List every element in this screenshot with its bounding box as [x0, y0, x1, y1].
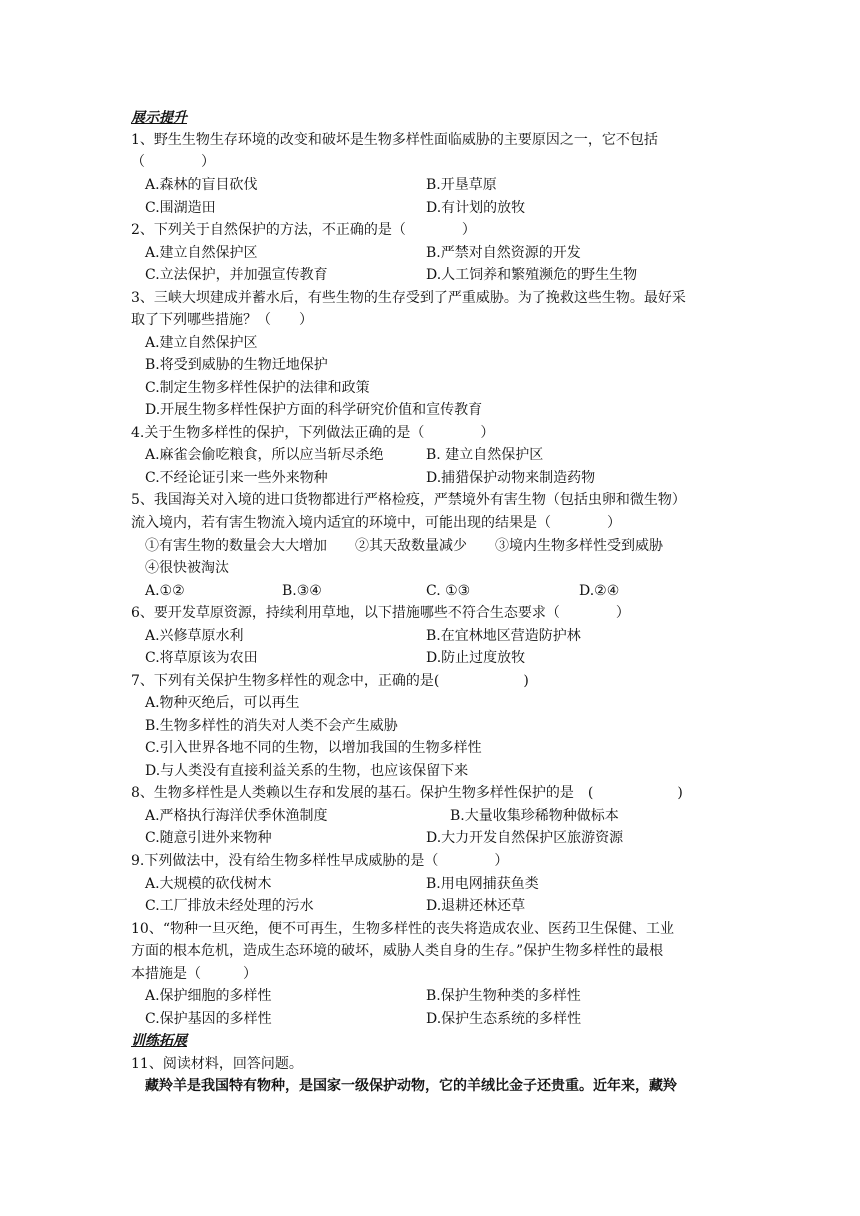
- question-10-option-d: D.保护生态系统的多样性: [426, 1011, 582, 1027]
- question-9-stem: 9.下列做法中，没有给生物多样性早成威胁的是（ ）: [131, 853, 509, 869]
- question-7-option-b: B.生物多样性的消失对人类不会产生威胁: [145, 718, 398, 734]
- question-9-option-a: A.大规模的砍伐树木: [145, 876, 272, 892]
- question-1-option-c: C.围湖造田: [145, 200, 216, 216]
- question-5-option-d: D.②④: [579, 583, 620, 599]
- question-5-option-b: B.③④: [282, 583, 322, 599]
- question-9-option-b: B.用电网捕获鱼类: [426, 876, 539, 892]
- question-2-stem: 2、下列关于自然保护的方法，不正确的是（ ）: [131, 222, 476, 238]
- question-8-option-b: B.大量收集珍稀物种做标本: [450, 808, 619, 824]
- question-9-option-d: D.退耕还林还草: [426, 898, 526, 914]
- section-heading-2: 训练拓展: [131, 1033, 187, 1049]
- question-1-stem: 1、野生生物生存环境的改变和破坏是生物多样性面临威胁的主要原因之一，它不包括: [131, 132, 658, 148]
- question-10-stem-cont: 方面的根本危机，造成生态环境的破坏，威胁人类自身的生存。”保护生物多样性的最根: [131, 943, 664, 959]
- question-8-option-d: D.大力开发自然保护区旅游资源: [426, 830, 624, 846]
- question-3-option-a: A.建立自然保护区: [145, 335, 258, 351]
- question-3-option-d: D.开展生物多样性保护方面的科学研究价值和宣传教育: [145, 402, 483, 418]
- question-11-passage: 藏羚羊是我国特有物种，是国家一级保护动物，它的羊绒比金子还贵重。近年来，藏羚: [131, 1078, 677, 1094]
- question-10-option-b: B.保护生物种类的多样性: [426, 988, 581, 1004]
- question-2-option-d: D.人工饲养和繁殖濒危的野生生物: [426, 267, 638, 283]
- question-10-option-a: A.保护细胞的多样性: [145, 988, 272, 1004]
- question-6-option-b: B.在宜林地区营造防护林: [426, 628, 581, 644]
- question-8-stem: 8、生物多样性是人类赖以生存和发展的基石。保护生物多样性保护的是 ( ): [131, 785, 683, 801]
- question-11-stem: 11、阅读材料，回答问题。: [131, 1056, 303, 1072]
- question-7-stem: 7、下列有关保护生物多样性的观念中，正确的是( ): [131, 673, 529, 689]
- question-6-stem: 6、要开发草原资源，持续利用草地，以下措施哪些不符合生态要求（ ）: [131, 605, 630, 621]
- question-6-option-c: C.将草原该为农田: [145, 650, 258, 666]
- question-10-stem-end: 本措施是（ ）: [131, 966, 257, 982]
- question-5-option-c: C. ①③: [426, 583, 471, 599]
- question-2-option-b: B.严禁对自然资源的开发: [426, 245, 581, 261]
- question-5-stem-cont: 流入境内，若有害生物流入境内适宜的环境中，可能出现的结果是（ ）: [131, 515, 621, 531]
- question-5-items-cont: ④很快被淘汰: [145, 560, 229, 576]
- question-7-option-c: C.引入世界各地不同的生物，以增加我国的生物多样性: [145, 740, 482, 756]
- question-10-option-c: C.保护基因的多样性: [145, 1011, 272, 1027]
- question-4-option-d: D.捕猎保护动物来制造药物: [426, 470, 596, 486]
- question-3-stem-cont: 取了下列哪些措施？（ ）: [131, 312, 313, 328]
- question-10-stem: 10、“物种一旦灭绝，便不可再生，生物多样性的丧失将造成农业、医药卫生保健、工业: [131, 921, 674, 937]
- question-5-items: ①有害生物的数量会大大增加 ②其天敌数量减少 ③境内生物多样性受到威胁: [145, 538, 663, 554]
- question-7-option-d: D.与人类没有直接利益关系的生物，也应该保留下来: [145, 763, 469, 779]
- question-6-option-a: A.兴修草原水利: [145, 628, 244, 644]
- question-3-option-b: B.将受到威胁的生物迁地保护: [145, 357, 328, 373]
- question-7-option-a: A.物种灭绝后，可以再生: [145, 695, 300, 711]
- question-1-option-a: A.森林的盲目砍伐: [145, 177, 258, 193]
- question-2-option-a: A.建立自然保护区: [145, 245, 258, 261]
- question-8-option-a: A.严格执行海洋伏季休渔制度: [145, 808, 328, 824]
- question-1-option-b: B.开垦草原: [426, 177, 497, 193]
- question-4-option-a: A.麻雀会偷吃粮食，所以应当斩尽杀绝: [145, 447, 384, 463]
- question-4-stem: 4.关于生物多样性的保护，下列做法正确的是（ ）: [131, 425, 495, 441]
- question-6-option-d: D.防止过度放牧: [426, 650, 526, 666]
- question-1-option-d: D.有计划的放牧: [426, 200, 526, 216]
- question-4-option-c: C.不经论证引来一些外来物种: [145, 470, 328, 486]
- question-3-option-c: C.制定生物多样性保护的法律和政策: [145, 380, 370, 396]
- question-3-stem: 3、三峡大坝建成并蓄水后，有些生物的生存受到了严重威胁。为了挽救这些生物。最好采: [131, 290, 686, 306]
- section-heading: 展示提升: [131, 110, 187, 126]
- question-8-option-c: C.随意引进外来物种: [145, 830, 272, 846]
- question-5-stem: 5、我国海关对入境的进口货物都进行严格检疫，严禁境外有害生物（包括虫卵和微生物）: [131, 492, 686, 508]
- question-4-option-b: B. 建立自然保护区: [426, 447, 544, 463]
- question-9-option-c: C.工厂排放未经处理的污水: [145, 898, 314, 914]
- question-1-blank: （ ）: [131, 154, 215, 170]
- question-5-option-a: A.①②: [145, 583, 185, 599]
- question-2-option-c: C.立法保护，并加强宣传教育: [145, 267, 328, 283]
